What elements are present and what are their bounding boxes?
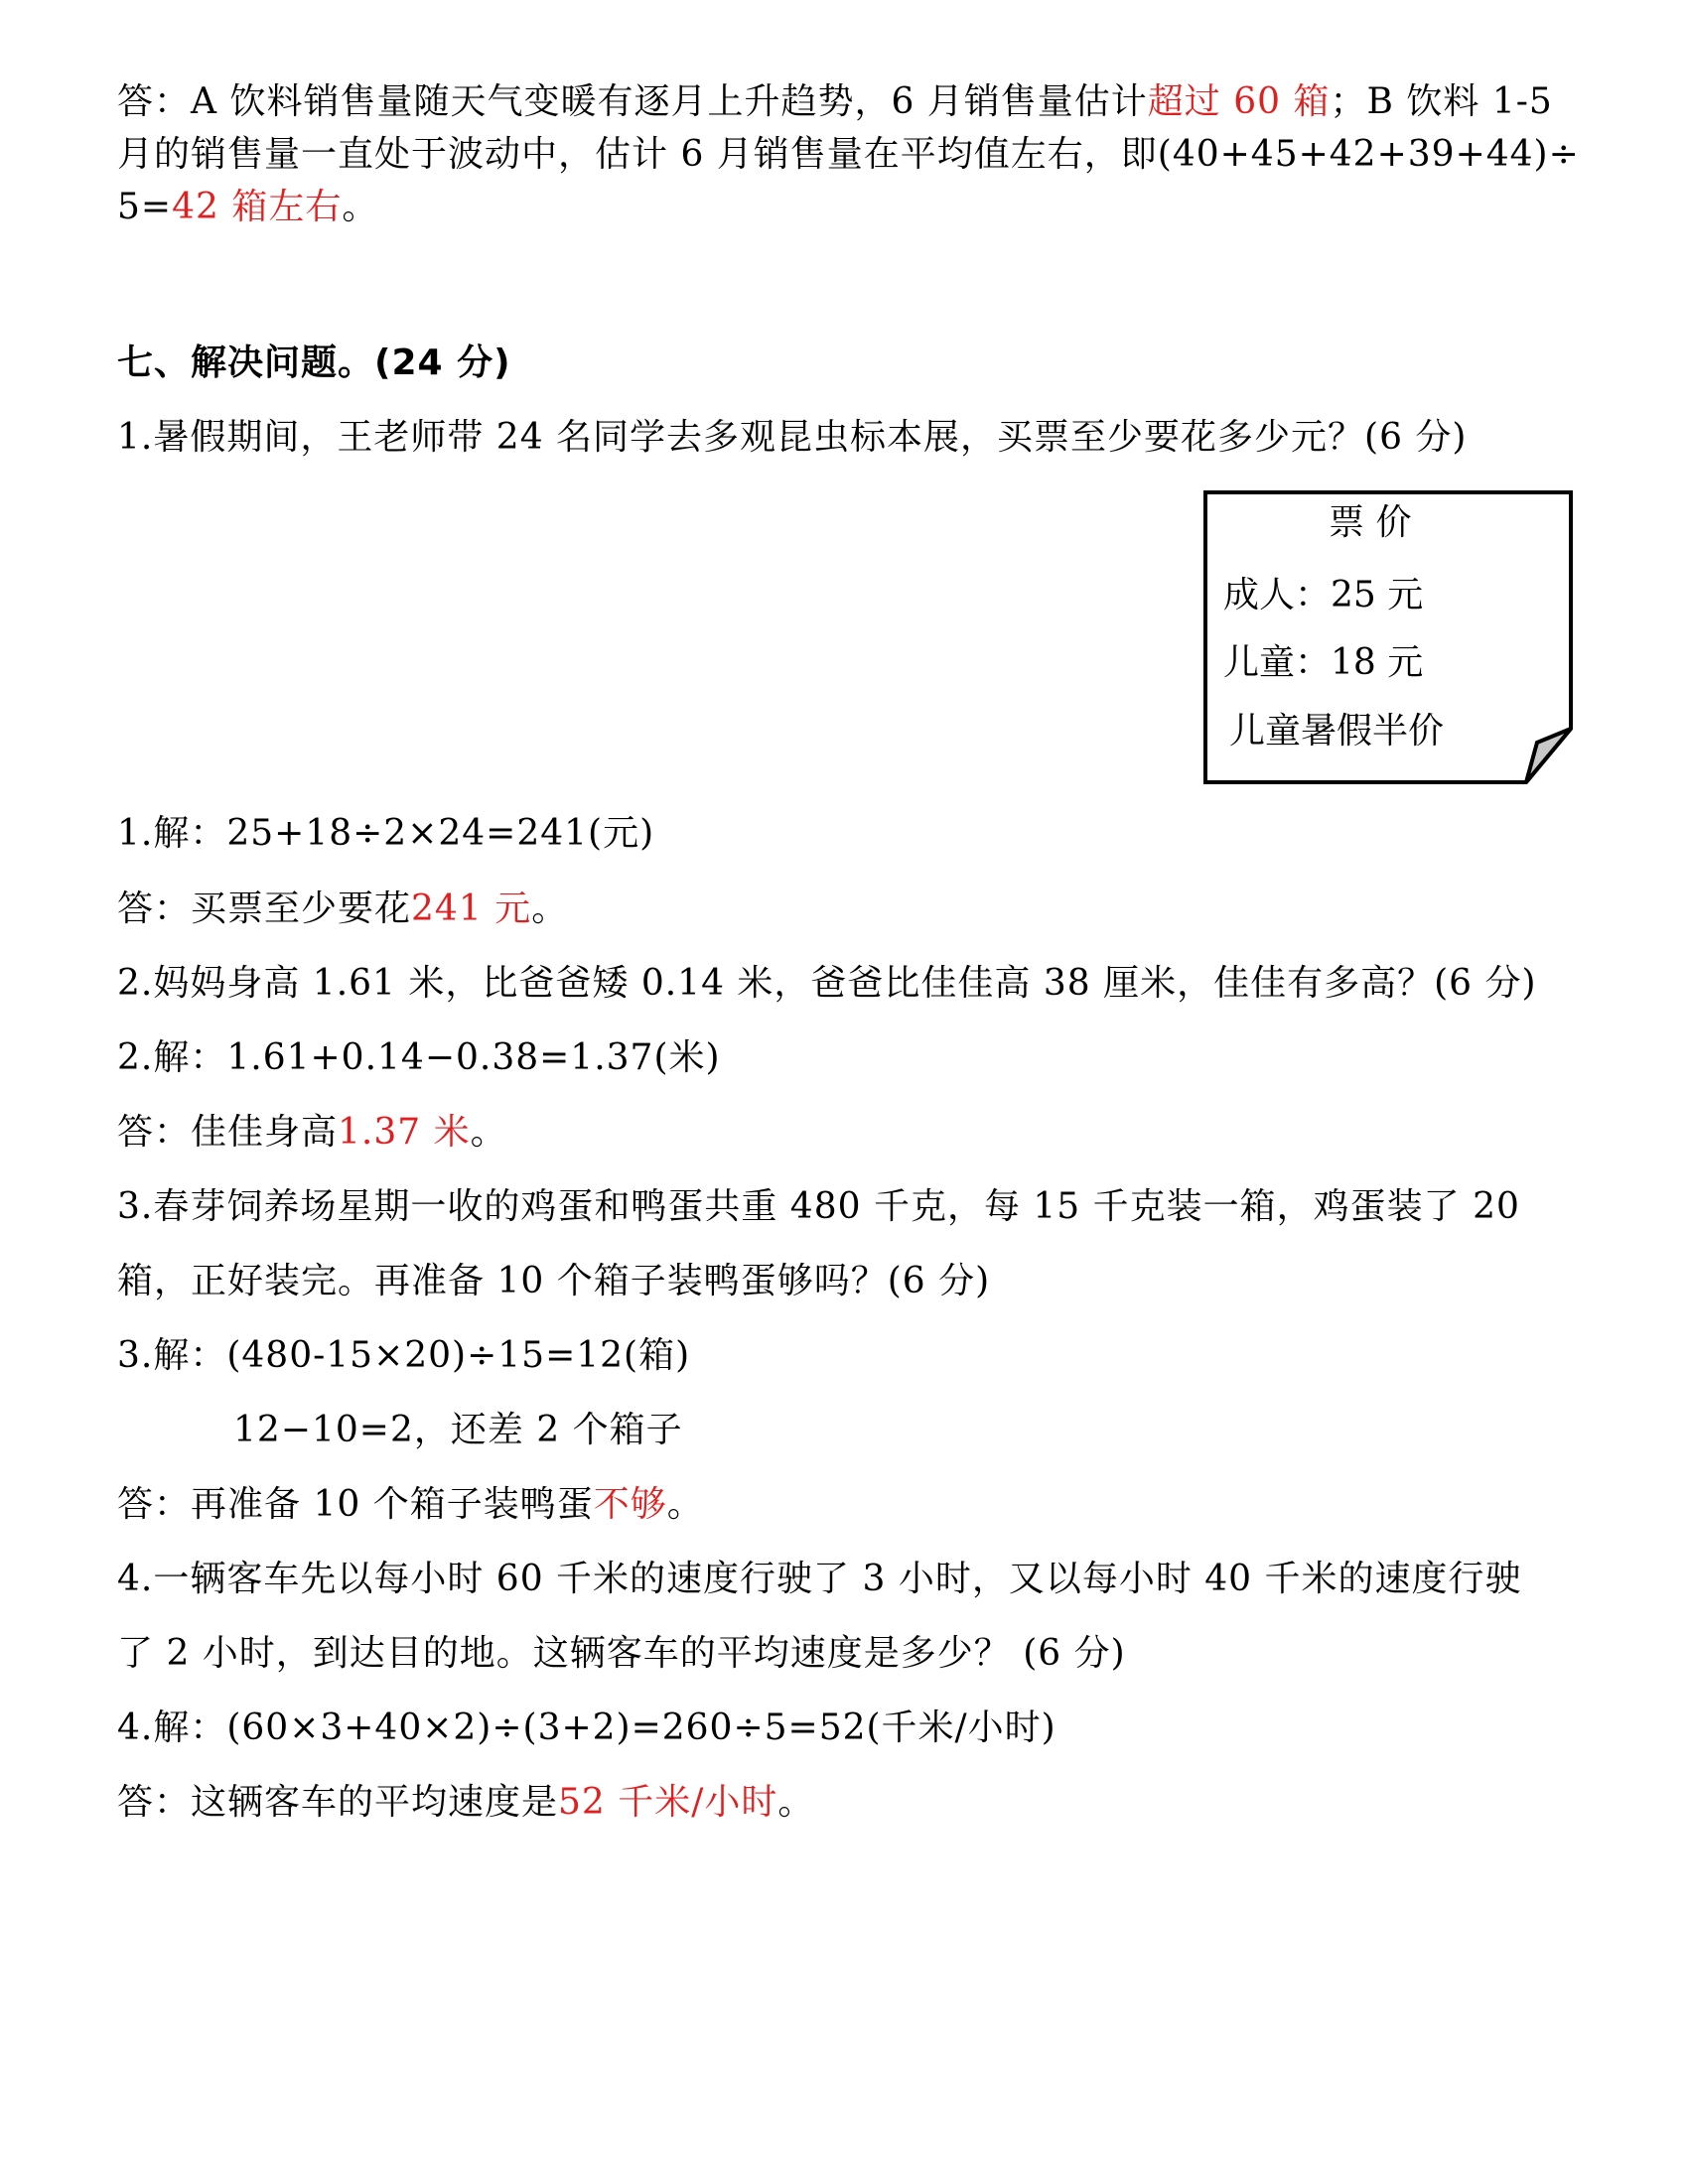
q2-question: 2.妈妈身高 1.61 米，比爸爸矮 0.14 米，爸爸比佳佳高 38 厘米，佳佳有多高？(6 分) <box>117 963 1537 1004</box>
section-title: 七、解决问题。(24 分) <box>117 342 511 383</box>
prev-answer-text: ；B 饮料 1-5 <box>1330 81 1553 122</box>
q2-solution: 2.解：1.61+0.14−0.38=1.37(米) <box>117 1037 721 1078</box>
ticket-title: 票 价 <box>1329 502 1412 543</box>
answer-text: 。 <box>777 1782 815 1823</box>
q4-question-line-1: 4.一辆客车先以每小时 60 千米的速度行驶了 3 小时，又以每小时 40 千米的速度行驶 <box>117 1559 1522 1599</box>
q3-solution-line-1: 3.解：(480-15×20)÷15=12(箱) <box>117 1335 691 1376</box>
answer-text: 答：再准备 10 个箱子装鸭蛋 <box>117 1484 594 1525</box>
prev-answer-line-2: 月的销售量一直处于波动中，估计 6 月销售量在平均值左右，即(40+45+42+39+44)÷ <box>117 134 1580 175</box>
q4-solution: 4.解：(60×3+40×2)÷(3+2)=260÷5=52(千米/小时) <box>117 1707 1056 1748</box>
answer-highlight: 不够 <box>593 1484 667 1525</box>
ticket-adult-price: 成人：25 元 <box>1223 575 1424 615</box>
q4-question-line-2: 了 2 小时，到达目的地。这辆客车的平均速度是多少？ (6 分) <box>117 1633 1126 1674</box>
answer-highlight: 52 千米/小时 <box>558 1782 778 1823</box>
prev-answer-text: 答：A 饮料销售量随天气变暖有逐月上升趋势，6 月销售量估计 <box>117 81 1148 122</box>
prev-answer-text: 5= <box>117 187 173 227</box>
answer-text: 答：佳佳身高 <box>117 1112 339 1153</box>
answer-text: 。 <box>531 888 569 929</box>
q3-answer <box>117 1483 704 1527</box>
prev-answer-line-1 <box>117 80 1553 124</box>
q1-question: 1.暑假期间，王老师带 24 名同学去多观昆虫标本展，买票至少要花多少元？(6 分) <box>117 417 1468 458</box>
prev-answer-highlight: 42 箱左右 <box>172 187 343 227</box>
answer-text: 。 <box>470 1112 507 1153</box>
prev-answer-highlight: 超过 60 箱 <box>1147 81 1331 122</box>
q4-answer <box>117 1781 814 1825</box>
prev-answer-text: 。 <box>342 187 379 227</box>
answer-highlight: 241 元 <box>411 888 532 929</box>
answer-text: 。 <box>666 1484 704 1525</box>
q1-answer <box>117 887 568 931</box>
q3-question-line-1: 3.春芽饲养场星期一收的鸡蛋和鸭蛋共重 480 千克，每 15 千克装一箱，鸡蛋装了 20 <box>117 1186 1520 1227</box>
prev-answer-line-3 <box>117 186 378 229</box>
answer-highlight: 1.37 米 <box>338 1112 471 1153</box>
answer-text: 答：这辆客车的平均速度是 <box>117 1782 559 1823</box>
q1-solution: 1.解：25+18÷2×24=241(元) <box>117 813 655 854</box>
q2-answer <box>117 1111 507 1155</box>
ticket-child-price: 儿童：18 元 <box>1223 642 1424 683</box>
q3-question-line-2: 箱，正好装完。再准备 10 个箱子装鸭蛋够吗？(6 分) <box>117 1261 991 1301</box>
ticket-note: 儿童暑假半价 <box>1229 711 1445 751</box>
answer-text: 答：买票至少要花 <box>117 888 412 929</box>
q3-solution-line-2: 12−10=2，还差 2 个箱子 <box>233 1410 683 1450</box>
